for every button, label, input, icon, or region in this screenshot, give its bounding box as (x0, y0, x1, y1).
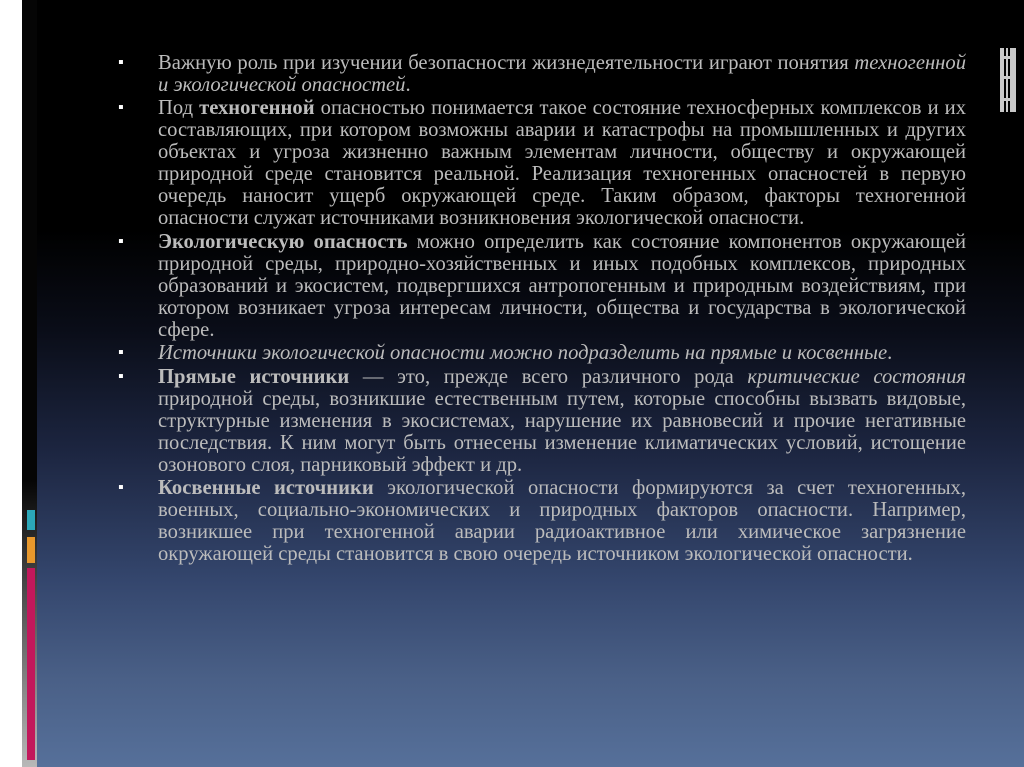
paragraph-1: ▪ Важную роль при изучении безопасности жизнедеятельности играют понятия техногенной и экологической опасностей. (118, 52, 966, 96)
bullet-marker: ▪ (118, 344, 124, 361)
bold-term: Экологическую опасность (158, 231, 408, 253)
paragraph-2: ▪ Под техногенной опасностью понимается такое состояние техносферных комплексов и их составляющих, при котором возможны аварии и катастрофы на промышленных и других объектах и угроза жизненно важным элементам личности, обществу и окружающей природной среде становится реальной. Реализация техногенных опасностей в первую очередь наносит ущерб окружающей среде. Таким образом, факторы техногенной опасности служат источниками возникновения экологической опасности. (118, 97, 967, 229)
bullet-marker: ▪ (118, 479, 124, 496)
bold-term: Косвенные источники (158, 477, 374, 499)
paragraph-4: ▪ Источники экологической опасности можно подразделить на прямые и косвенные. (118, 342, 893, 364)
accent-stripe-magenta (27, 568, 35, 760)
paragraph-5: ▪ Прямые источники — это, прежде всего различного рода критические состояния природной среды, возникшие естественным путем, которые способны вызвать видовые, структурные изменения в экосистемах, нарушение их равновесий и прочие негативные последствия. К ним могут быть отнесены изменение климатических условий, истощение озонового слоя, парниковый эффект и др. (118, 366, 966, 476)
bullet-marker: ▪ (118, 233, 124, 250)
corner-bars-decoration (1000, 48, 1016, 112)
paragraph-3: ▪ Экологическую опасность можно определить как состояние компонентов окружающей природной среды, природно-хозяйственных и иных подобных комплексов, природных образований и экосистем, подвергшихся антропогенным и природным воздействиям, при котором возникает угроза интересам личности, общества и государства в экологической сфере. (118, 231, 966, 341)
bold-term: техногенной (199, 97, 315, 119)
paragraph-6: ▪ Косвенные источники экологической опасности формируются за счет техногенных, военных, социально-экономических и природных факторов опасности. Например, возникшее при техногенной аварии радиоактивное или химическое загрязнение окружающей среды становится в свою очередь источником экологической опасности. (118, 477, 966, 565)
content-bullet-list (118, 52, 966, 565)
accent-stripe-orange (27, 537, 35, 563)
bullet-marker: ▪ (118, 368, 124, 385)
accent-stripe-teal (27, 510, 35, 530)
bullet-marker: ▪ (118, 99, 124, 116)
bullet-marker: ▪ (118, 54, 124, 71)
bold-term: Прямые источники (158, 366, 350, 388)
italic-term: техногенной и экологической опасностей (158, 52, 966, 96)
italic-term: критические состояния (747, 366, 966, 388)
